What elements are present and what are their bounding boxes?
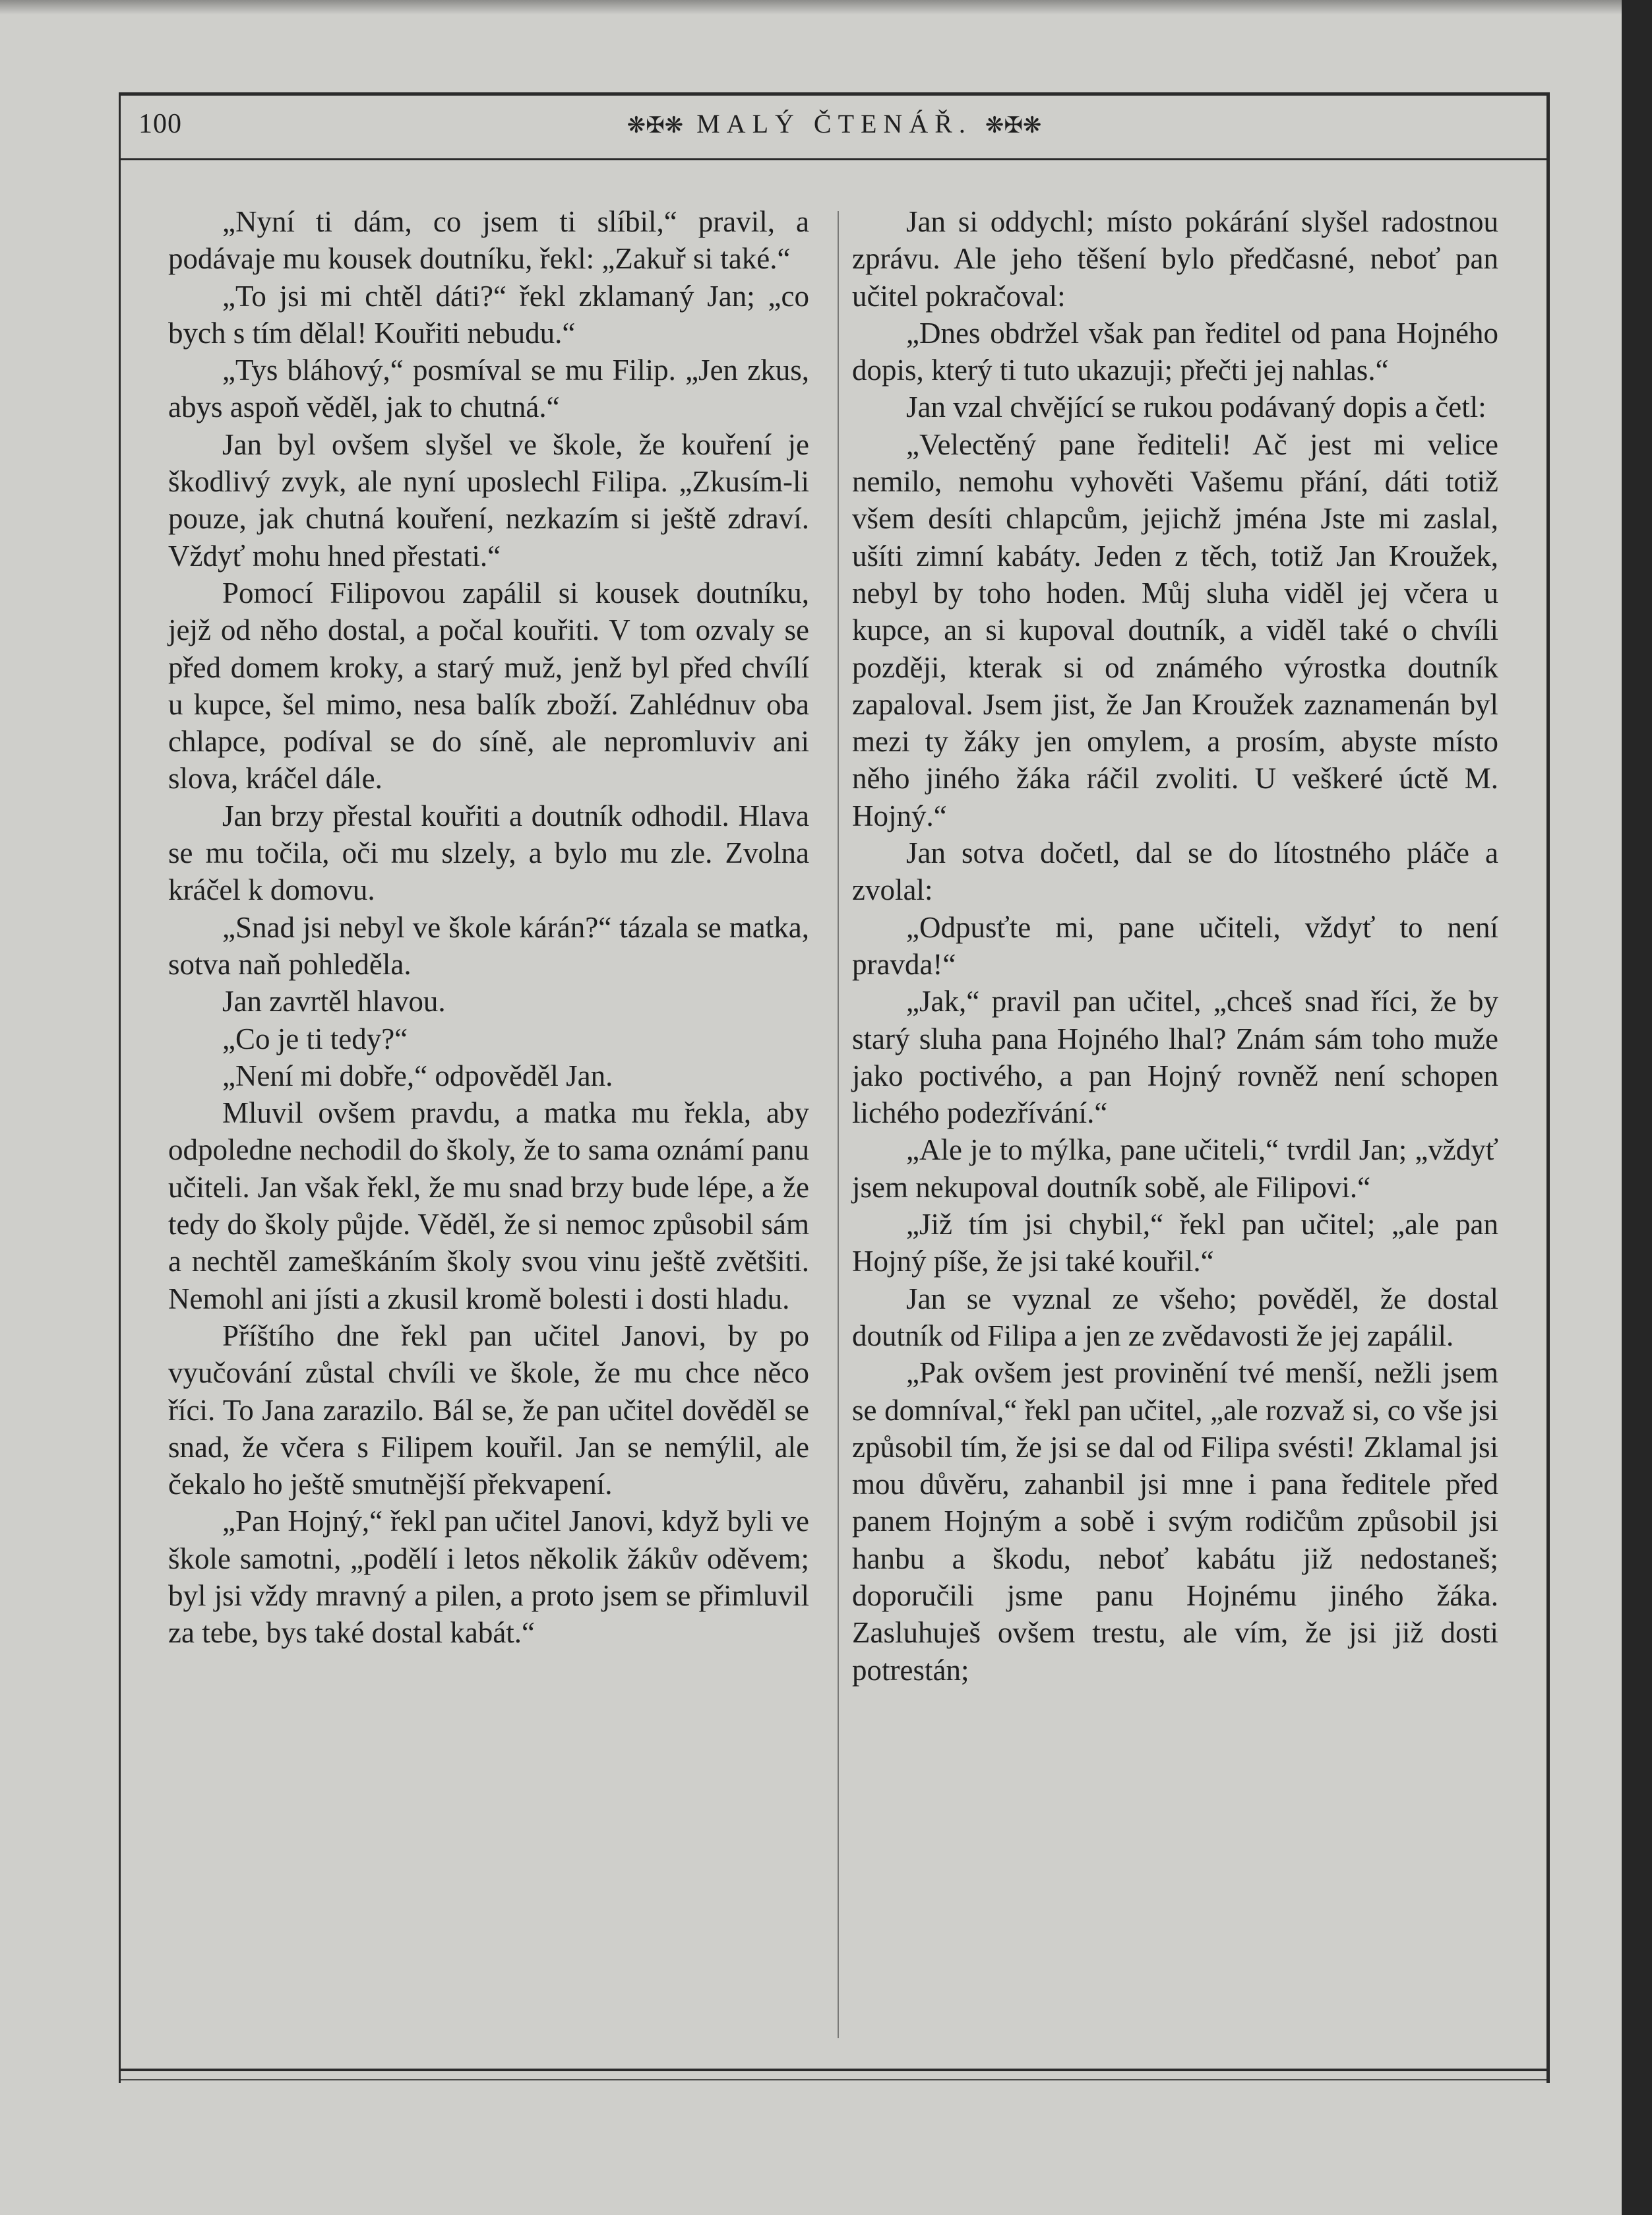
paragraph: Příštího dne řekl pan učitel Janovi, by po vyučování zůstal chvíli ve škole, že mu chce něco říci. To Jana zarazilo. Bál se, že pan učitel dověděl se snad, že včera s Filipem kouřil. Jan se nemýlil, ale čekalo ho ještě smutnější překvapení. (168, 1319, 809, 1501)
magazine-title: MALÝ ČTENÁŘ. (696, 109, 972, 139)
paragraph: „Není mi dobře,“ odpověděl Jan. (222, 1059, 613, 1092)
paragraph: „Co je ti tedy?“ (222, 1022, 408, 1055)
scan-shadow-top (0, 0, 1652, 15)
paragraph: Jan se vyznal ze všeho; pověděl, že dostal doutník od Filipa a jen ze zvědavosti že jej zapálil. (852, 1282, 1498, 1352)
paragraph: Mluvil ovšem pravdu, a matka mu řekla, aby odpoledne nechodil do školy, že to sama oznámí panu učiteli. Jan však řekl, že mu snad brzy bude lépe, a že tedy do školy půjde. Věděl, že si nemoc způsobil sám a nechtěl zameškáním školy svou vinu ještě zvětšiti. Nemohl ani jísti a zkusil kromě bolesti i dosti hladu. (168, 1096, 809, 1315)
running-title (132, 108, 1537, 139)
paragraph: „Tys bláhový,“ posmíval se mu Filip. „Jen zkus, abys aspoň věděl, jak to chutná.“ (168, 354, 809, 424)
right-column (852, 203, 1498, 1689)
scan-shadow-right (1622, 0, 1652, 2215)
paragraph: „Snad jsi nebyl ve škole kárán?“ tázala se matka, sotva naň pohleděla. (168, 910, 809, 981)
column-divider (838, 211, 839, 2038)
paragraph: „Ale je to mýlka, pane učiteli,“ tvrdil Jan; „vždyť jsem nekupoval doutník sobě, ale Filipovi.“ (852, 1133, 1498, 1204)
paragraph: Jan brzy přestal kouřiti a doutník odhodil. Hlava se mu točila, oči mu slzely, a bylo mu zle. Zvolna kráčel k domovu. (168, 799, 809, 907)
ornament-left-icon: ❋✠❋ (627, 112, 684, 139)
paragraph: „Nyní ti dám, co jsem ti slíbil,“ pravil, a podávaje mu kousek doutníku, řekl: „Zakuř si také.“ (168, 205, 809, 276)
paragraph: „Dnes obdržel však pan ředitel od pana Hojného dopis, který ti tuto ukazuji; přečti jej nahlas.“ (852, 316, 1498, 387)
paragraph: Jan zavrtěl hlavou. (222, 985, 446, 1018)
footer-rule-thin (121, 2079, 1546, 2080)
paragraph: Pomocí Filipovou zapálil si kousek doutníku, jejž od něho dostal, a počal kouřiti. V tom ozvaly se před domem kroky, a starý muž, jenž byl před chvílí u kupce, šel mimo, nesa balík zboží. Zahlédnuv oba chlapce, podíval se do síně, ale nepromluviv ani slova, kráčel dále. (168, 576, 809, 796)
paragraph: Jan sotva dočetl, dal se do lítostného pláče a zvolal: (852, 836, 1498, 907)
ornament-right-icon: ❋✠❋ (985, 112, 1042, 139)
paragraph: „Jak,“ pravil pan učitel, „chceš snad říci, že by starý sluha pana Hojného lhal? Znám sám toho muže jako poctivého, a pan Hojný rovněž není schopen lichého podezřívání.“ (852, 985, 1498, 1130)
paragraph: „Odpusťte mi, pane učiteli, vždyť to není pravda!“ (852, 910, 1498, 981)
page-header (132, 104, 1537, 150)
page-number: 100 (138, 109, 182, 139)
paragraph: „Velectěný pane řediteli! Ač jest mi velice nemilo, nemohu vyhověti Vašemu přání, dáti totiž všem desíti chlapcům, jejichž jména Jste mi zaslal, ušíti zimní kabáty. Jeden z těch, totiž Jan Kroužek, nebyl by toho hoden. Můj sluha viděl jej včera u kupce, an si kupoval doutník, a viděl také o chvíli později, kterak si od známého výrostka doutník zapaloval. Jsem jist, že Jan Kroužek zaznamenán byl mezi ty žáky jen omylem, a prosím, abyste místo něho jiného žáka ráčil zvoliti. U veškeré úctě M. Hojný.“ (852, 427, 1498, 832)
footer-rule (121, 2069, 1546, 2071)
paragraph: Jan byl ovšem slyšel ve škole, že kouření je škodlivý zvyk, ale nyní uposlechl Filipa. „Zkusím-li pouze, jak chutná kouření, nezkazím si ještě zdraví. Vždyť mohu hned přestati.“ (168, 427, 809, 573)
paragraph: „Pak ovšem jest provinění tvé menší, nežli jsem se domníval,“ řekl pan učitel, „ale rozvaž si, co vše jsi způsobil tím, že jsi se dal od Filipa svésti! Zklamal jsi mou důvěru, zahanbil jsi mne i pana ředitele před panem Hojným a sobě i svým rodičům způsobil jsi hanbu a škodu, neboť kabátu již nedostaneš; doporučili jsme panu Hojnému jiného žáka. Zasluhuješ ovšem trestu, ale vím, že jsi již dosti potrestán; (852, 1356, 1498, 1687)
paragraph: „Pan Hojný,“ řekl pan učitel Janovi, když byli ve škole samotni, „podělí i letos několik žákův oděvem; byl jsi vždy mravný a pilen, a proto jsem se přimluvil za tebe, bys také dostal kabát.“ (168, 1505, 809, 1650)
left-column (168, 203, 809, 1652)
paragraph: „Již tím jsi chybil,“ řekl pan učitel; „ale pan Hojný píše, že jsi také kouřil.“ (852, 1208, 1498, 1278)
paragraph: Jan si oddychl; místo pokárání slyšel radostnou zprávu. Ale jeho těšení bylo předčasné, neboť pan učitel pokračoval: (852, 205, 1498, 313)
header-rule (121, 158, 1546, 160)
paragraph: Jan vzal chvějící se rukou podávaný dopis a četl: (906, 390, 1486, 424)
paragraph: „To jsi mi chtěl dáti?“ řekl zklamaný Jan; „co bych s tím dělal! Kouřiti nebudu.“ (168, 279, 809, 350)
